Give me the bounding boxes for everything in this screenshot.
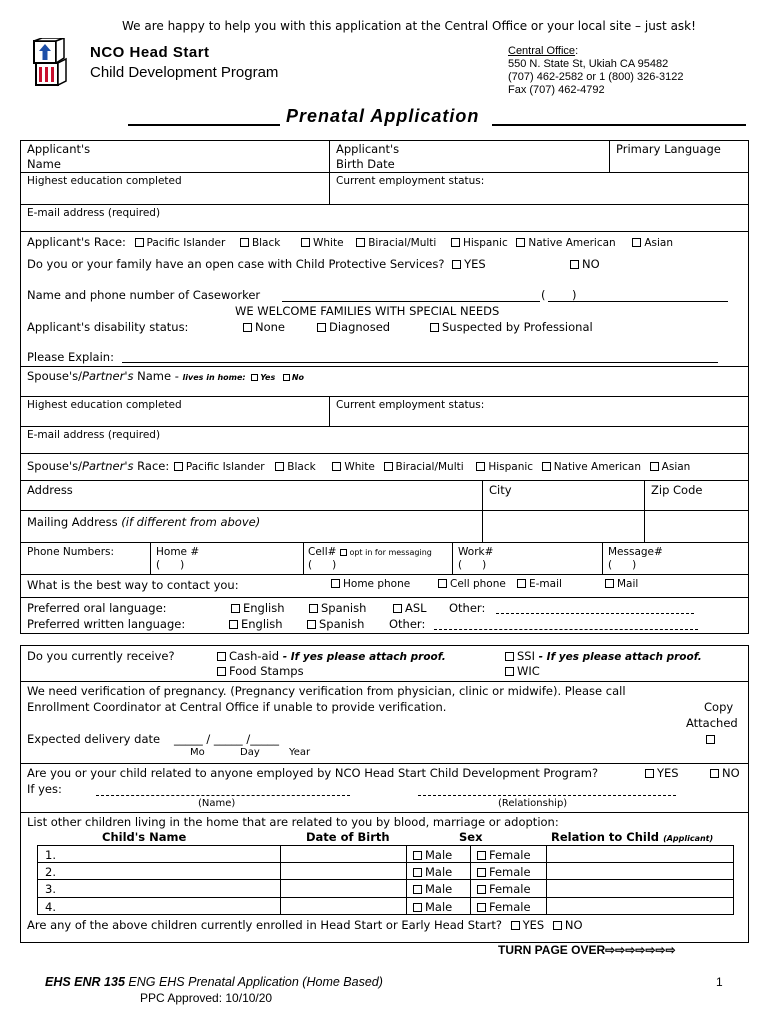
related-yes-checkbox[interactable] [645, 769, 654, 778]
arrow-right-icon: ⇨⇨⇨⇨⇨⇨⇨ [605, 943, 676, 957]
oral-english-checkbox[interactable] [231, 604, 240, 613]
cps-no-checkbox[interactable] [570, 260, 579, 269]
education-field[interactable]: Highest education completed [27, 175, 182, 187]
male-checkbox[interactable] [413, 868, 422, 877]
spouse-race-checkbox[interactable] [476, 462, 485, 471]
spouse-email-field[interactable]: E-mail address (required) [27, 429, 161, 441]
female-checkbox[interactable] [477, 885, 486, 894]
race-checkbox[interactable] [451, 238, 460, 247]
lives-yes-checkbox[interactable] [251, 374, 258, 381]
explain-line[interactable] [122, 362, 718, 363]
race-checkbox[interactable] [301, 238, 310, 247]
female-checkbox[interactable] [477, 903, 486, 912]
applicant-name-field[interactable]: Applicant's Name [27, 142, 91, 171]
work-phone-field[interactable]: Work# ( ) [458, 546, 494, 571]
lives-no-checkbox[interactable] [283, 374, 290, 381]
race-checkbox[interactable] [356, 238, 365, 247]
written-spanish-checkbox[interactable] [307, 620, 316, 629]
disability-label: Applicant's disability status: [27, 320, 189, 334]
table-row[interactable]: 3. [45, 882, 56, 896]
cps-no-option: NO [565, 257, 600, 271]
page-number: 1 [716, 975, 723, 989]
written-english-checkbox[interactable] [229, 620, 238, 629]
oral-asl-checkbox[interactable] [393, 604, 402, 613]
city-field[interactable]: City [489, 483, 512, 497]
cps-question-row: Do you or your family have an open case with Child Protective Services? YES [27, 257, 486, 271]
message-phone-field[interactable]: Message# ( ) [608, 546, 663, 571]
spouse-education-field[interactable]: Highest education completed [27, 399, 182, 411]
copy-attached-checkbox[interactable] [706, 735, 715, 744]
special-needs-banner: WE WELCOME FAMILIES WITH SPECIAL NEEDS [235, 304, 500, 318]
male-checkbox[interactable] [413, 851, 422, 860]
written-language-label: Preferred written language: [27, 617, 186, 631]
mailing-address-field[interactable]: Mailing Address (if different from above) [27, 515, 261, 529]
table-row[interactable]: 1. [45, 848, 56, 862]
title-rule-left [128, 124, 280, 126]
cash-aid-checkbox[interactable] [217, 652, 226, 661]
spouse-race-checkbox[interactable] [332, 462, 341, 471]
contact-cell-checkbox[interactable] [438, 579, 447, 588]
verification-line-1: We need verification of pregnancy. (Pregnancy verification from physician, clinic or midwife). Please call [27, 684, 626, 698]
benefits-question: Do you currently receive? [27, 649, 175, 663]
applicant-birth-field[interactable]: Applicant's Birth Date [336, 142, 400, 171]
cell-phone-field[interactable]: Cell# opt in for messaging ( ) [308, 546, 432, 571]
table-row[interactable]: 4. [45, 900, 56, 914]
col-birth: Date of Birth [306, 830, 390, 844]
disability-suspected-checkbox[interactable] [430, 323, 439, 332]
form-title: Prenatal Application [286, 106, 480, 126]
oral-other-line[interactable] [496, 613, 694, 614]
food-stamps-checkbox[interactable] [217, 667, 226, 676]
ssi-checkbox[interactable] [505, 652, 514, 661]
spouse-employment-field[interactable]: Current employment status: [336, 399, 485, 411]
delivery-date-field[interactable]: _____ / _____ /_____ [174, 732, 279, 746]
employment-field[interactable]: Current employment status: [336, 175, 485, 187]
home-phone-field[interactable]: Home # ( ) [156, 546, 200, 571]
office-address: 550 N. State St, Ukiah CA 95482 [508, 58, 669, 70]
disability-none-checkbox[interactable] [243, 323, 252, 332]
male-checkbox[interactable] [413, 885, 422, 894]
zip-field[interactable]: Zip Code [651, 483, 703, 497]
email-field[interactable]: E-mail address (required) [27, 207, 161, 219]
spouse-race-checkbox[interactable] [275, 462, 284, 471]
spouse-race-row: Spouse's/Partner's Race: Pacific Islander Black White Biracial/Multi Hispanic Native American Asian [27, 459, 691, 473]
children-table [37, 845, 734, 915]
female-checkbox[interactable] [477, 868, 486, 877]
title-rule-right [492, 124, 746, 126]
enrolled-no-checkbox[interactable] [553, 921, 562, 930]
primary-language-field[interactable]: Primary Language [616, 142, 721, 156]
related-question: Are you or your child related to anyone employed by NCO Head Start Child Development Program? [27, 766, 599, 780]
contact-question: What is the best way to contact you: [27, 578, 239, 592]
related-relationship-line[interactable] [418, 795, 676, 796]
blocks-logo-icon [32, 38, 70, 88]
delivery-label: Expected delivery date [27, 732, 161, 746]
ppc-approved: PPC Approved: 10/10/20 [140, 991, 273, 1005]
disability-diagnosed-checkbox[interactable] [317, 323, 326, 332]
applicant-race-row: Applicant's Race: Pacific Islander Black White Biracial/Multi Hispanic Native American Asian [27, 235, 674, 249]
table-row[interactable]: 2. [45, 865, 56, 879]
spouse-race-checkbox[interactable] [384, 462, 393, 471]
enrolled-yes-checkbox[interactable] [511, 921, 520, 930]
office-fax: Fax (707) 462-4792 [508, 84, 605, 96]
contact-mail-checkbox[interactable] [605, 579, 614, 588]
female-checkbox[interactable] [477, 851, 486, 860]
opt-in-checkbox[interactable] [340, 549, 347, 556]
office-phone: (707) 462-2582 or 1 (800) 326-3122 [508, 71, 684, 83]
oral-language-label: Preferred oral language: [27, 601, 167, 615]
turn-page-over: TURN PAGE OVER⇨⇨⇨⇨⇨⇨⇨ [498, 943, 676, 957]
spouse-race-checkbox[interactable] [650, 462, 659, 471]
office-label: Central Office [508, 45, 576, 57]
org-name: NCO Head Start [90, 44, 210, 61]
race-checkbox[interactable] [516, 238, 525, 247]
explain-label: Please Explain: [27, 350, 114, 364]
caseworker-line[interactable] [282, 301, 540, 302]
col-relation: Relation to Child (Applicant) [551, 830, 714, 844]
form-code: EHS ENR 135 ENG EHS Prenatal Application (Home Based) [45, 975, 383, 989]
oral-spanish-checkbox[interactable] [309, 604, 318, 613]
race-checkbox[interactable] [632, 238, 641, 247]
enrolled-question: Are any of the above children currently enrolled in Head Start or Early Head Start? YES NO [27, 918, 583, 932]
contact-email-checkbox[interactable] [517, 579, 526, 588]
caseworker-phone-line[interactable] [548, 301, 728, 302]
male-checkbox[interactable] [413, 903, 422, 912]
race-checkbox[interactable] [240, 238, 249, 247]
race-checkbox[interactable] [135, 238, 144, 247]
written-other-line[interactable] [434, 629, 698, 630]
caseworker-label: Name and phone number of Caseworker [27, 288, 261, 302]
spouse-race-checkbox[interactable] [542, 462, 551, 471]
spouse-name-field[interactable]: Spouse's/Partner's Name - lives in home: Yes No [27, 369, 305, 383]
related-no-checkbox[interactable] [710, 769, 719, 778]
program-name: Child Development Program [90, 64, 279, 81]
address-field[interactable]: Address [27, 483, 73, 497]
spouse-race-checkbox[interactable] [174, 462, 183, 471]
cps-yes-checkbox[interactable] [452, 260, 461, 269]
children-intro: List other children living in the home that are related to you by blood, marriage or adoption: [27, 815, 559, 829]
related-name-line[interactable] [96, 795, 350, 796]
central-office-block: Central Office: 550 N. State St, Ukiah CA 95482 (707) 462-2582 or 1 (800) 326-3122 Fax (707) 462-4792 [508, 45, 684, 96]
col-child-name: Child's Name [102, 830, 187, 844]
phone-label: Phone Numbers: [27, 546, 115, 558]
verification-line-2: Enrollment Coordinator at Central Office if unable to provide verification. [27, 700, 447, 714]
wic-checkbox[interactable] [505, 667, 514, 676]
tagline: We are happy to help you with this application at the Central Office or your local site – just ask! [122, 19, 696, 33]
col-sex: Sex [459, 830, 483, 844]
contact-home-checkbox[interactable] [331, 579, 340, 588]
